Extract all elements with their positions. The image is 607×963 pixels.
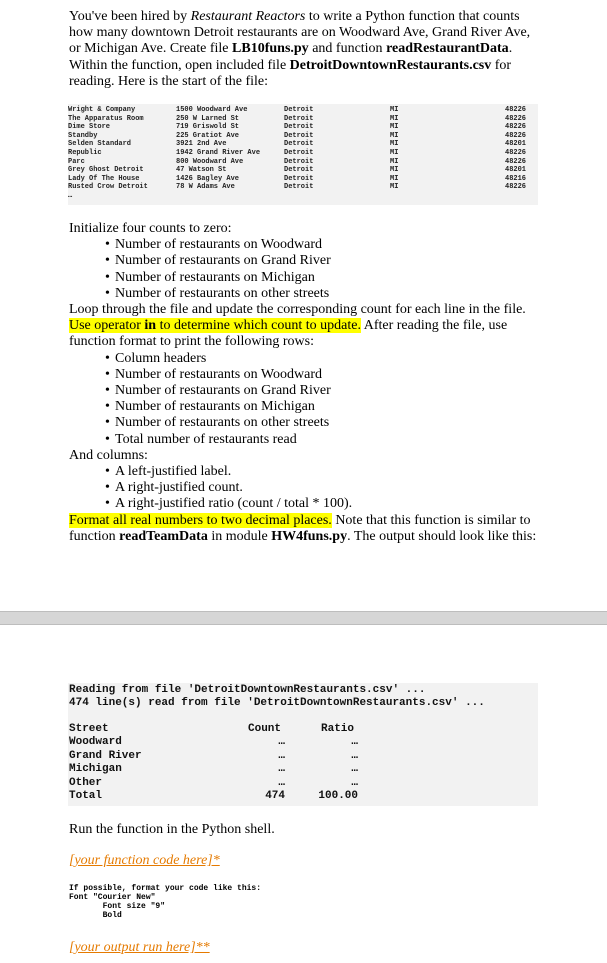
output-row-label: Other: [69, 776, 103, 789]
function-code-placeholder: [your function code here]*: [69, 853, 220, 868]
list-item: • Column headers: [69, 351, 543, 367]
list-item: • Number of restaurants on other streets: [69, 415, 543, 431]
output-row-ratio: …: [351, 736, 358, 748]
font-note: If possible, format your code like this: Font "Courier New" Font size "9" Bold: [69, 884, 262, 920]
output-row-count: …: [278, 749, 285, 762]
output-line-1: Reading from file 'DetroitDowntownRestaurants.csv' ...: [69, 684, 426, 696]
csv-ellipsis: …: [68, 192, 73, 200]
header-count: Count: [248, 723, 282, 735]
highlight-format: Format all real numbers to two decimal places.: [69, 512, 332, 528]
output-row-count: …: [278, 763, 285, 775]
output-row-label: Total: [69, 790, 103, 802]
rows-list: [69, 351, 543, 448]
function-name: readRestaurantData: [386, 41, 509, 57]
intro-text-3: and function: [308, 41, 387, 57]
sample-output: [68, 683, 538, 806]
init-heading: Initialize four counts to zero:: [69, 221, 232, 236]
list-item: • Number of restaurants on Woodward: [69, 367, 543, 383]
list-item: • Number of restaurants on Grand River: [69, 253, 543, 269]
list-item: • A right-justified ratio (count / total * 100).: [69, 496, 543, 512]
output-row-count: …: [278, 776, 285, 789]
intro-text-5: for reading. Here is the start of the file:: [69, 57, 512, 89]
output-row-ratio: …: [351, 763, 358, 775]
columns-list: [69, 464, 543, 513]
list-item: • Total number of restaurants read: [69, 432, 543, 448]
page-break: [0, 611, 607, 625]
module-name: HW4funs.py: [271, 528, 348, 544]
output-placeholder: [your output run here]**: [69, 940, 210, 955]
intro-text-2: to write a Python function that counts how many downtown Detroit restaurants are on Woodward Ave, Grand River Ave, or Michigan Ave. Create file: [69, 9, 531, 57]
highlight-in-operator: Use operator in to determine which count to update.: [69, 318, 361, 334]
company-name: Restaurant Reactors: [190, 9, 306, 24]
output-row-label: Grand River: [69, 749, 142, 762]
header-ratio: Ratio: [321, 723, 355, 735]
list-item: • A left-justified label.: [69, 464, 543, 480]
list-item: • Number of restaurants on Woodward: [69, 237, 543, 253]
file-name: LB10funs.py: [232, 41, 309, 57]
columns-heading: And columns:: [69, 447, 148, 463]
init-list: [69, 237, 543, 302]
format-paragraph: Format all real numbers to two decimal places. Note that this function is similar to function readTeamData in module HW4funs.py. The output should look like this:: [69, 512, 537, 544]
loop-paragraph: Loop through the file and update the corresponding count for each line in the file. Use operator in to determine which count to update. After reading the file, use function format to print the following rows:: [69, 302, 526, 350]
list-item: • Number of restaurants on Michigan: [69, 399, 543, 415]
header-street: Street: [69, 723, 109, 735]
run-instruction: Run the function in the Python shell.: [69, 822, 275, 837]
output-row-label: Woodward: [69, 736, 122, 748]
init-section: [69, 221, 543, 545]
list-item: • Number of restaurants on other streets: [69, 286, 543, 302]
intro-text-4: . Within the function, open included file: [69, 41, 513, 73]
output-row-ratio: …: [351, 749, 358, 762]
output-row-ratio: 100.00: [318, 790, 358, 802]
output-row-count: 474: [265, 790, 285, 802]
intro-paragraph: [69, 9, 543, 90]
csv-preview: Wright & Company 1500 Woodward Ave Detroit MI 48226 The Apparatus Room 250 W Larned St Detroit MI 48226 Dime Store 719 Griswold St Detroit MI 48226 Standby 225 Gratiot Ave Detroit MI 48226 Selden Standard 3921 2nd Ave Detroit MI 48201 Republic 1942 Grand River Ave Detroit MI 48226 Parc 800 Woodward Ave Detroit MI 48226 Grey Ghost Detroit 47 Watson St Detroit MI 48201 Lady Of The House 1426 Bagley Ave Detroit MI 48216 Rusted Crow Detroit 78 W Adams Ave Detroit MI 48226 …: [68, 104, 538, 205]
list-item: • Number of restaurants on Michigan: [69, 270, 543, 286]
output-row-count: …: [278, 736, 285, 748]
intro-text-1: You've been hired by: [69, 9, 191, 24]
list-item: • Number of restaurants on Grand River: [69, 383, 543, 399]
csv-file-name: DetroitDowntownRestaurants.csv: [289, 57, 492, 73]
output-row-ratio: …: [351, 776, 358, 789]
list-item: • A right-justified count.: [69, 480, 543, 496]
output-line-2: 474 line(s) read from file 'DetroitDowntownRestaurants.csv' ...: [69, 697, 485, 709]
output-row-label: Michigan: [69, 763, 122, 775]
team-function-name: readTeamData: [119, 528, 208, 544]
